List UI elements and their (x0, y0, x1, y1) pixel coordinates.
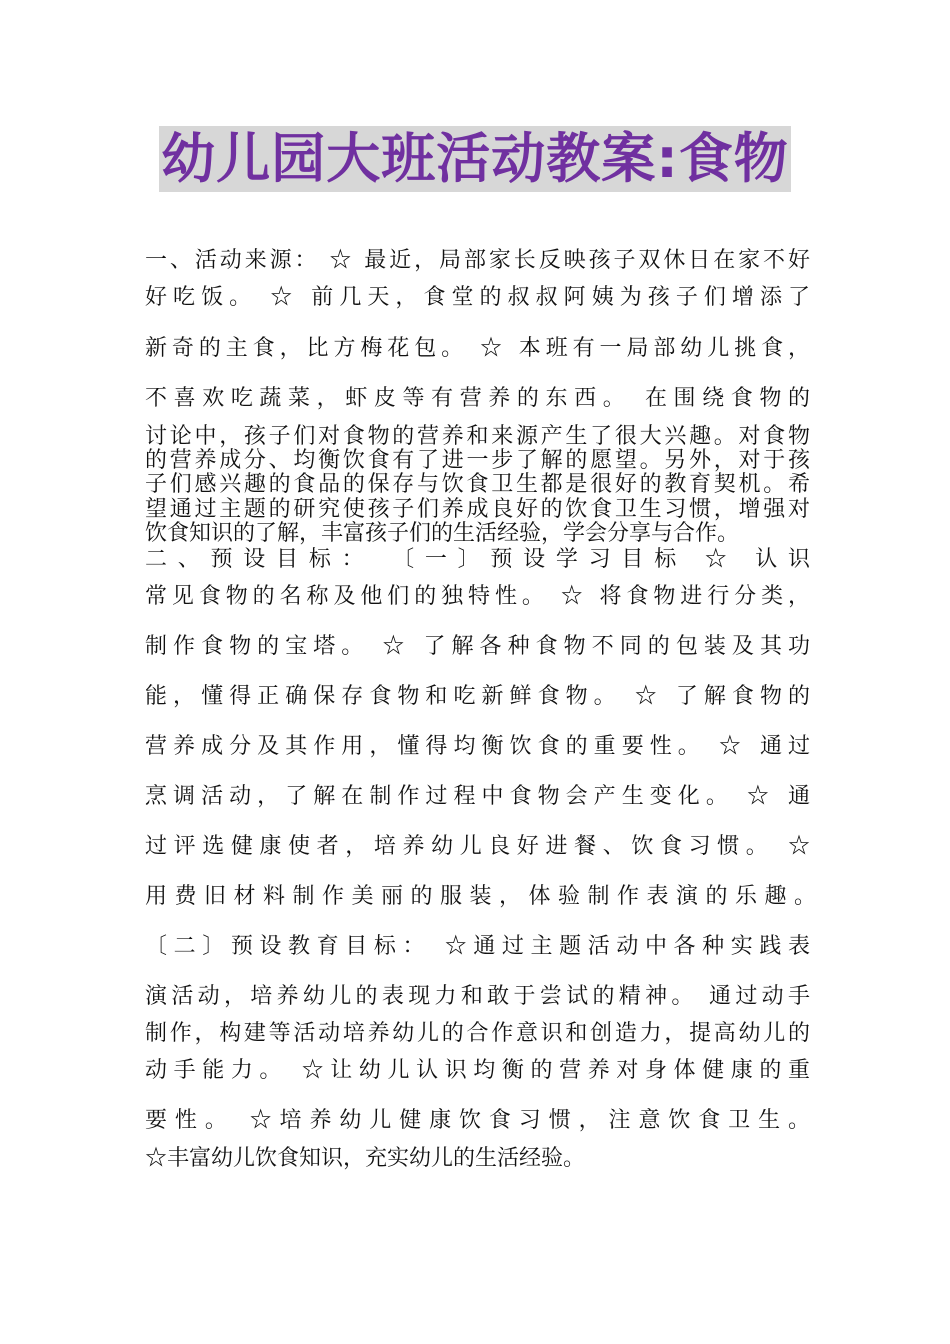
text-line: 新奇的主食，比方梅花包。 ☆ 本班有一局部幼儿挑食， (145, 336, 810, 361)
text-line: 制作食物的宝塔。 ☆ 了解各种食物不同的包装及其功 (145, 634, 810, 659)
text-line: 烹调活动，了解在制作过程中食物会产生变化。 ☆ 通 (145, 784, 810, 809)
text-line: 讨论中，孩子们对食物的营养和来源产生了很大兴趣。对食物 (145, 424, 810, 449)
text-line: 要性。 ☆培养幼儿健康饮食习惯，注意饮食卫生。 (145, 1108, 810, 1133)
text-line: 一、活动来源： ☆ 最近，局部家长反映孩子双休日在家不好 (145, 248, 810, 273)
text-line: 制作，构建等活动培养幼儿的合作意识和创造力，提高幼儿的 (145, 1021, 810, 1046)
text-line: 好吃饭。 ☆ 前几天，食堂的叔叔阿姨为孩子们增添了 (145, 285, 810, 310)
text-line: 用费旧材料制作美丽的服装，体验制作表演的乐趣。 (145, 884, 824, 909)
text-line: 动手能力。 ☆让幼儿认识均衡的营养对身体健康的重 (145, 1058, 810, 1083)
page-title: 幼儿园大班活动教案:食物 (161, 127, 789, 190)
text-line: 〔二〕预设教育目标： ☆通过主题活动中各种实践表 (145, 934, 810, 959)
text-line: 演活动，培养幼儿的表现力和敢于尝试的精神。 通过动手 (145, 984, 810, 1009)
text-line: 二、预设目标： 〔一〕预设学习目标 ☆ 认识 (145, 547, 810, 572)
text-line: 望通过主题的研究使孩子们养成良好的饮食卫生习惯，增强对 (145, 497, 810, 522)
text-line: 能，懂得正确保存食物和吃新鲜食物。 ☆ 了解食物的 (145, 684, 810, 709)
text-line: 的营养成分、均衡饮食有了进一步了解的愿望。另外，对于孩 (145, 448, 810, 473)
title-container (0, 126, 950, 192)
text-line: 营养成分及其作用，懂得均衡饮食的重要性。 ☆ 通过 (145, 734, 810, 759)
text-line: ☆丰富幼儿饮食知识，充实幼儿的生活经验。 (145, 1146, 586, 1171)
text-line: 常见食物的名称及他们的独特性。 ☆ 将食物进行分类， (145, 584, 810, 609)
text-line: 过评选健康使者，培养幼儿良好进餐、饮食习惯。 ☆ (145, 834, 810, 859)
text-line: 饮食知识的了解，丰富孩子们的生活经验，学会分享与合作。 (145, 521, 740, 546)
text-line: 不喜欢吃蔬菜，虾皮等有营养的东西。 在围绕食物的 (145, 386, 810, 411)
text-line: 子们感兴趣的食品的保存与饮食卫生都是很好的教育契机。希 (145, 472, 810, 497)
